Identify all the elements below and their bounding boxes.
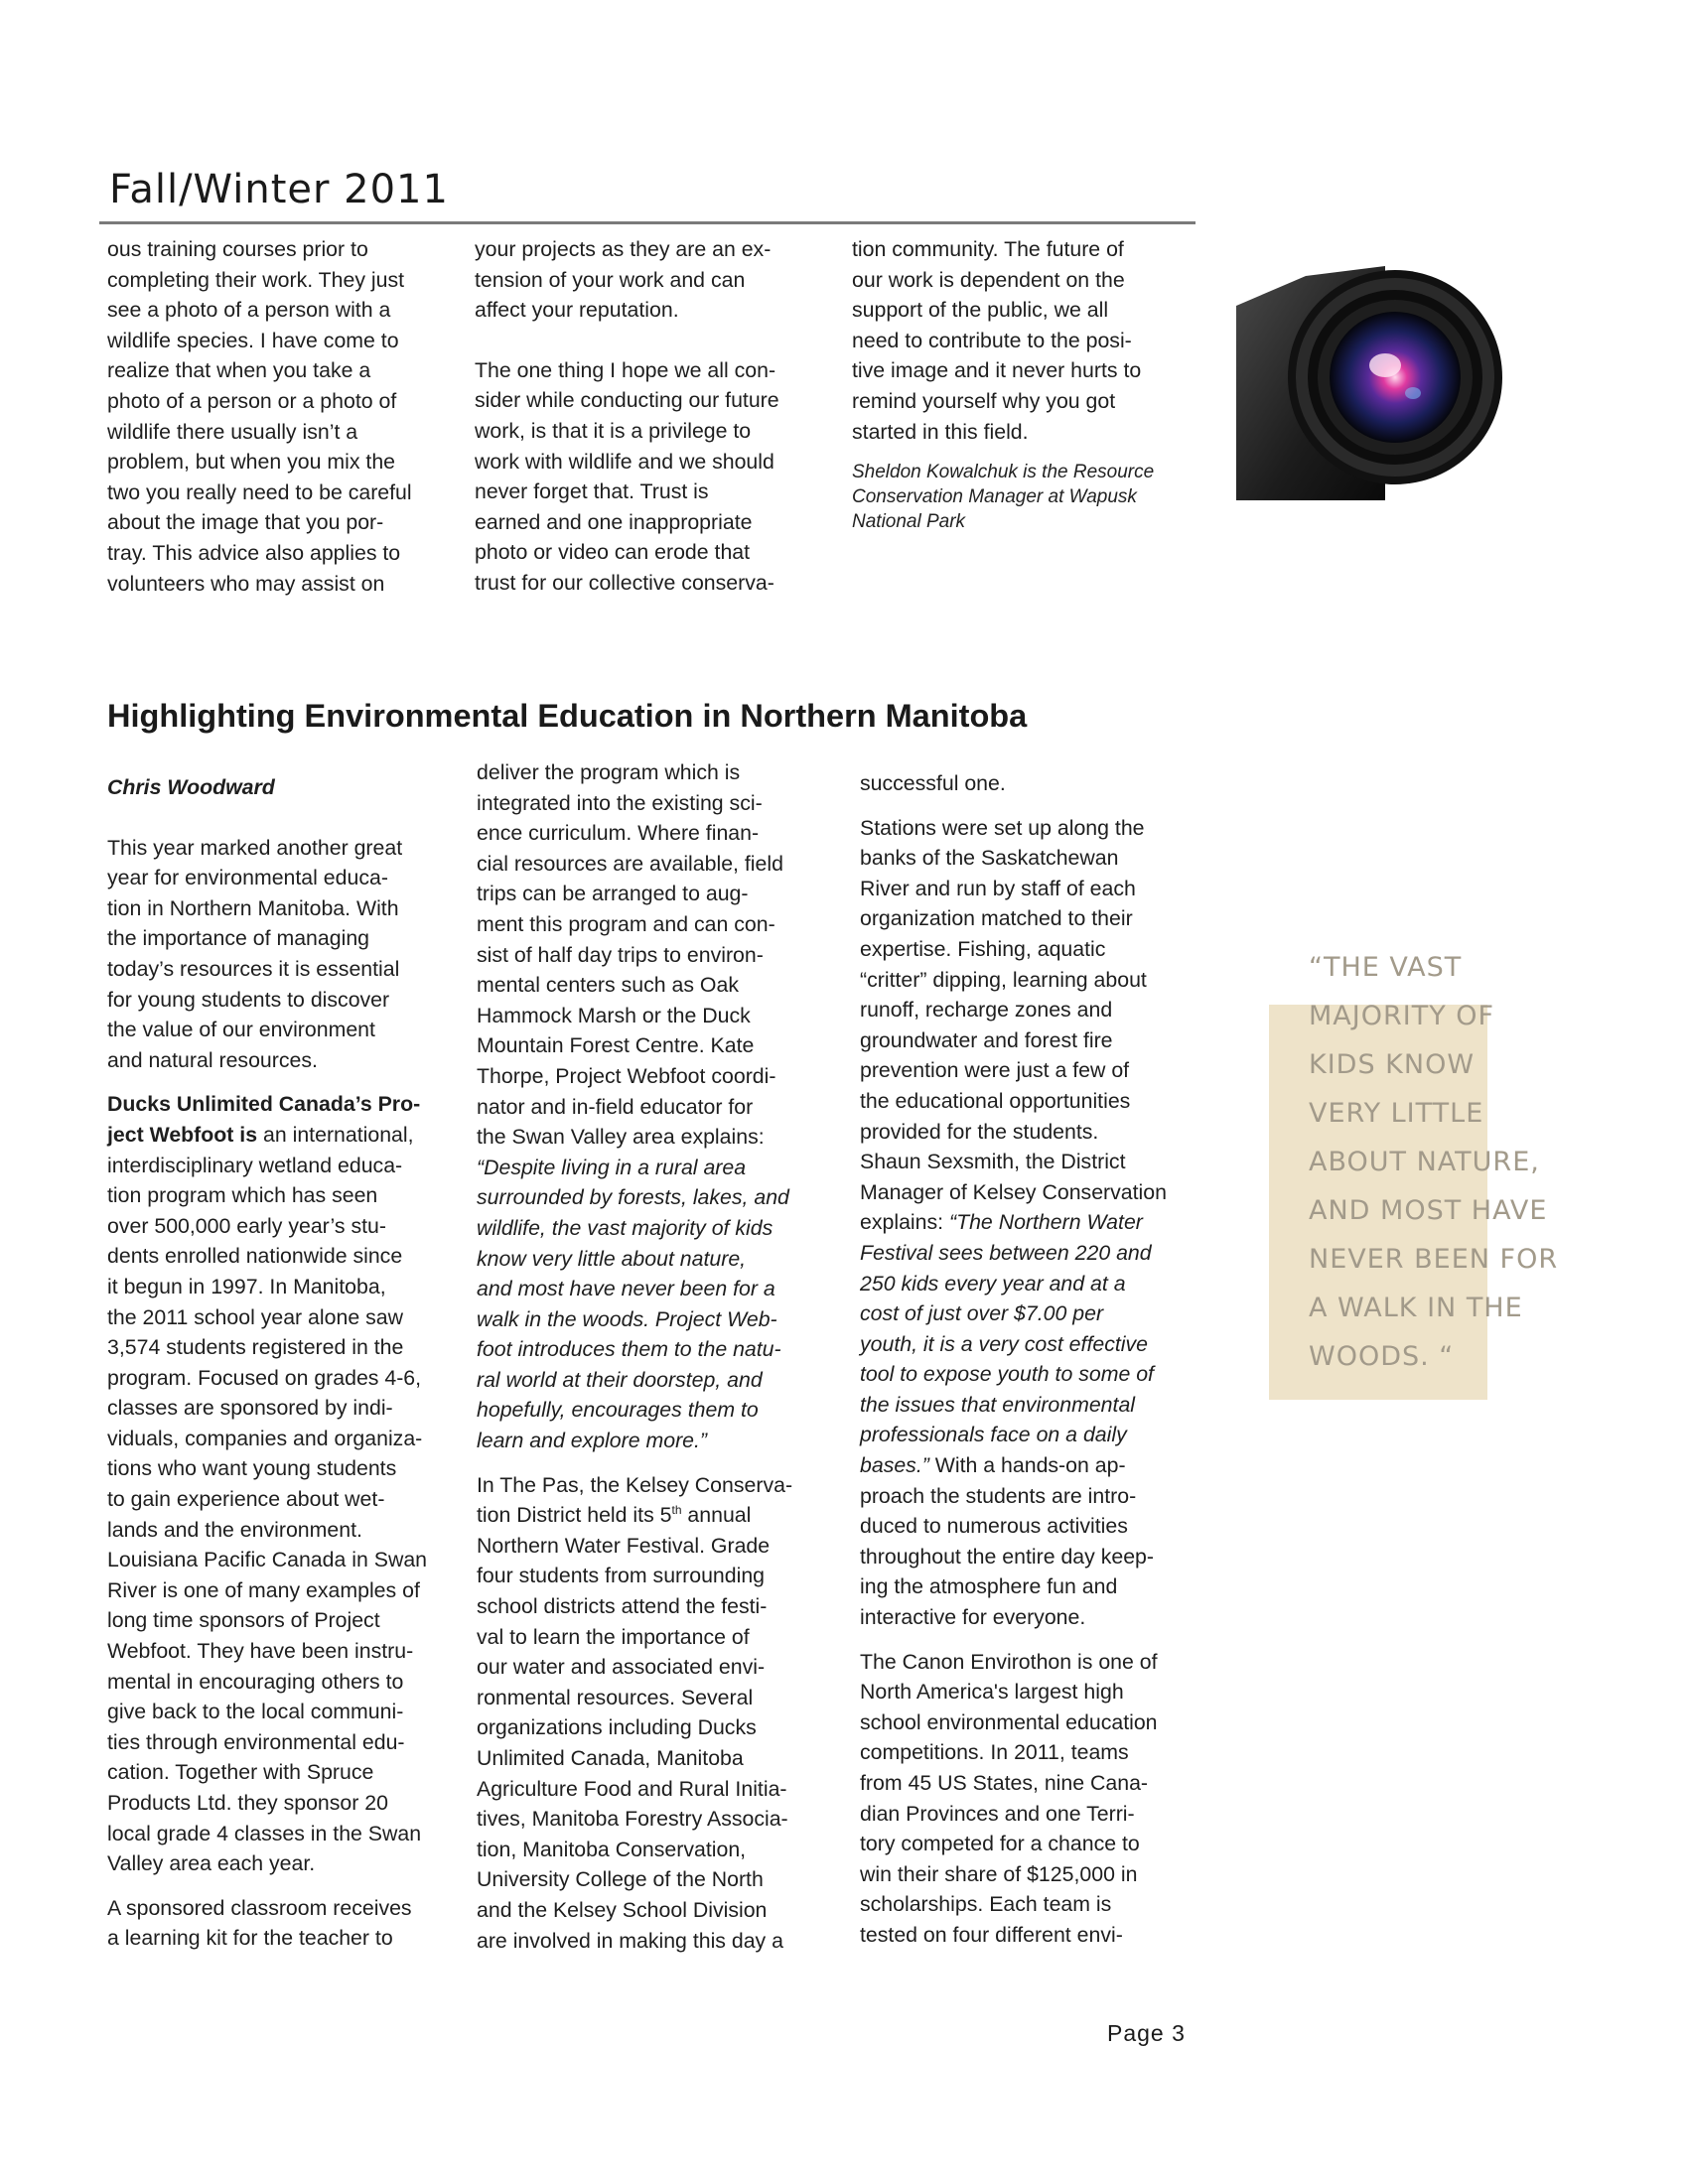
text-line: tion community. The future of bbox=[852, 237, 1124, 261]
text-line: provided for the students. bbox=[860, 1119, 1099, 1144]
text-line: nator and in-field educator for bbox=[477, 1094, 754, 1119]
text-line: Stations were set up along the bbox=[860, 815, 1145, 840]
text-line: volunteers who may assist on bbox=[107, 571, 385, 596]
text-line: win their share of $125,000 in bbox=[860, 1861, 1138, 1886]
text-line: tested on four different envi- bbox=[860, 1922, 1123, 1947]
pull-quote-line: NEVER BEEN FOR bbox=[1309, 1244, 1559, 1275]
issue-title: Fall/Winter 2011 bbox=[109, 167, 449, 212]
text-line: interactive for everyone. bbox=[860, 1605, 1086, 1630]
text-line: the value of our environment bbox=[107, 1018, 375, 1042]
caption-line: National Park bbox=[852, 511, 966, 532]
text-line: “critter” dipping, learning about bbox=[860, 967, 1147, 992]
quote-line: the issues that environmental bbox=[860, 1392, 1136, 1417]
text-line: scholarships. Each team is bbox=[860, 1892, 1112, 1917]
text-line: dents enrolled nationwide since bbox=[107, 1244, 403, 1269]
text-line: give back to the local communi- bbox=[107, 1700, 404, 1724]
quote-span: bases.” bbox=[860, 1453, 929, 1478]
text-line: val to learn the importance of bbox=[477, 1624, 750, 1649]
text-line: integrated into the existing sci- bbox=[477, 790, 763, 815]
quote-line: youth, it is a very cost effective bbox=[860, 1331, 1148, 1356]
top-column-2 bbox=[475, 234, 812, 599]
pull-quote-line: “THE VAST bbox=[1309, 952, 1463, 983]
text-line: North America's largest high bbox=[860, 1680, 1124, 1705]
quote-line: professionals face on a daily bbox=[860, 1423, 1127, 1447]
text-line: problem, but when you mix the bbox=[107, 450, 396, 475]
text-line: local grade 4 classes in the Swan bbox=[107, 1821, 422, 1845]
text-line: cation. Together with Spruce bbox=[107, 1760, 374, 1785]
text-line: tion program which has seen bbox=[107, 1183, 378, 1208]
header-rule bbox=[99, 221, 1196, 224]
text-line: program. Focused on grades 4-6, bbox=[107, 1365, 422, 1390]
text-line: our work is dependent on the bbox=[852, 267, 1125, 292]
text-line: remind yourself why you got bbox=[852, 388, 1116, 413]
article-headline: Highlighting Environmental Education in Northern Manitoba bbox=[107, 698, 1028, 734]
page-number: Page 3 bbox=[1107, 2020, 1186, 2046]
text-line: ronmental resources. Several bbox=[477, 1685, 754, 1709]
pull-quote-line: VERY LITTLE bbox=[1309, 1098, 1484, 1129]
text-line: proach the students are intro- bbox=[860, 1483, 1137, 1508]
author-caption bbox=[852, 460, 1154, 534]
text-line: sider while conducting our future bbox=[475, 388, 779, 413]
pull-quote-line: WOODS. “ bbox=[1309, 1341, 1455, 1372]
text-line: work, is that it is a privilege to bbox=[475, 418, 752, 443]
text-line: ing the atmosphere fun and bbox=[860, 1574, 1118, 1599]
text-line: The one thing I hope we all con- bbox=[475, 357, 776, 382]
pull-quote-line: AND MOST HAVE bbox=[1309, 1195, 1548, 1226]
quote-line: surrounded by forests, lakes, and bbox=[477, 1185, 789, 1210]
text-line: over 500,000 early year’s stu- bbox=[107, 1213, 386, 1238]
text-line: Ducks Unlimited Canada’s Pro- bbox=[107, 1092, 421, 1117]
text-line bbox=[107, 1120, 450, 1151]
text-line: tives, Manitoba Forestry Associa- bbox=[477, 1807, 788, 1832]
text-line: The Canon Envirothon is one of bbox=[860, 1649, 1158, 1674]
text-line: A sponsored classroom receives bbox=[107, 1895, 412, 1920]
text-line: lands and the environment. bbox=[107, 1517, 362, 1542]
text-line: competitions. In 2011, teams bbox=[860, 1740, 1129, 1765]
text-line: cial resources are available, field bbox=[477, 851, 783, 876]
text-line: 3,574 students registered in the bbox=[107, 1335, 404, 1360]
pull-quote-line: A WALK IN THE bbox=[1309, 1293, 1523, 1323]
quote-line: 250 kids every year and at a bbox=[860, 1271, 1126, 1296]
quote-line: cost of just over $7.00 per bbox=[860, 1301, 1104, 1326]
text-line: Thorpe, Project Webfoot coordi- bbox=[477, 1063, 776, 1088]
text-line: affect your reputation. bbox=[475, 298, 679, 323]
text-span: an international, bbox=[257, 1122, 414, 1147]
text-line: the Swan Valley area explains: bbox=[477, 1125, 765, 1150]
text-line: for young students to discover bbox=[107, 987, 390, 1012]
text-line: the educational opportunities bbox=[860, 1088, 1131, 1113]
text-line: and natural resources. bbox=[107, 1047, 318, 1072]
text-line: are involved in making this day a bbox=[477, 1928, 783, 1953]
text-line: sist of half day trips to environ- bbox=[477, 942, 764, 967]
quote-line: foot introduces them to the natu- bbox=[477, 1337, 781, 1362]
text-line: trust for our collective conserva- bbox=[475, 570, 774, 595]
text-line: River is one of many examples of bbox=[107, 1577, 420, 1602]
text-line: long time sponsors of Project bbox=[107, 1608, 380, 1633]
text-line: tive image and it never hurts to bbox=[852, 358, 1142, 383]
text-line: Valley area each year. bbox=[107, 1851, 316, 1876]
text-span: tion District held its 5 bbox=[477, 1503, 672, 1528]
text-line: earned and one inappropriate bbox=[475, 509, 753, 534]
text-line: ence curriculum. Where finan- bbox=[477, 821, 760, 846]
text-line: wildlife there usually isn’t a bbox=[107, 419, 358, 444]
top-column-3 bbox=[852, 234, 1190, 447]
text-line: year for environmental educa- bbox=[107, 866, 388, 890]
text-line: Manager of Kelsey Conservation bbox=[860, 1179, 1167, 1204]
text-line bbox=[860, 1450, 1207, 1481]
quote-line: hopefully, encourages them to bbox=[477, 1398, 759, 1423]
text-line: the importance of managing bbox=[107, 926, 370, 951]
text-line: deliver the program which is bbox=[477, 760, 741, 784]
text-line: school environmental education bbox=[860, 1709, 1158, 1734]
pull-quote-line: MAJORITY OF bbox=[1309, 1001, 1495, 1031]
quote-line: know very little about nature, bbox=[477, 1246, 747, 1271]
caption-line: Conservation Manager at Wapusk bbox=[852, 486, 1137, 507]
text-line: see a photo of a person with a bbox=[107, 298, 391, 323]
text-span: annual bbox=[681, 1503, 752, 1528]
text-line: mental centers such as Oak bbox=[477, 973, 739, 998]
camera-lens-photo bbox=[1236, 266, 1502, 500]
text-line: from 45 US States, nine Cana- bbox=[860, 1771, 1149, 1795]
text-line: dian Provinces and one Terri- bbox=[860, 1801, 1135, 1826]
quote-span: “The Northern Water bbox=[948, 1210, 1143, 1235]
pull-quote-line: ABOUT NATURE, bbox=[1309, 1147, 1540, 1177]
quote-line: wildlife, the vast majority of kids bbox=[477, 1215, 774, 1240]
article-column-1 bbox=[107, 772, 450, 1954]
text-line: four students from surrounding bbox=[477, 1564, 766, 1588]
bold-text: ject Webfoot is bbox=[107, 1122, 258, 1147]
text-line: tion, Manitoba Conservation, bbox=[477, 1837, 747, 1861]
text-line: Shaun Sexsmith, the District bbox=[860, 1150, 1126, 1174]
text-line: your projects as they are an ex- bbox=[475, 237, 772, 261]
text-line: trips can be arranged to aug- bbox=[477, 882, 749, 906]
caption-line: Sheldon Kowalchuk is the Resource bbox=[852, 462, 1155, 482]
text-line: River and run by staff of each bbox=[860, 876, 1136, 900]
quote-line: ral world at their doorstep, and bbox=[477, 1367, 763, 1392]
text-line: groundwater and forest fire bbox=[860, 1027, 1113, 1052]
quote-line: learn and explore more.” bbox=[477, 1429, 708, 1453]
text-line: photo or video can erode that bbox=[475, 540, 751, 565]
text-line: our water and associated envi- bbox=[477, 1655, 766, 1680]
text-line: two you really need to be careful bbox=[107, 479, 412, 504]
text-line: Unlimited Canada, Manitoba bbox=[477, 1746, 744, 1770]
quote-line: walk in the woods. Project Web- bbox=[477, 1306, 777, 1331]
text-line: successful one. bbox=[860, 771, 1006, 795]
text-line: mental in encouraging others to bbox=[107, 1669, 404, 1694]
text-line: Agriculture Food and Rural Initia- bbox=[477, 1776, 787, 1801]
text-span: explains: bbox=[860, 1210, 949, 1235]
text-line: tions who want young students bbox=[107, 1456, 397, 1481]
text-line: about the image that you por- bbox=[107, 510, 384, 535]
article-column-2 bbox=[477, 757, 824, 1956]
text-line: Webfoot. They have been instru- bbox=[107, 1639, 414, 1664]
text-line: organization matched to their bbox=[860, 906, 1133, 931]
text-line: duced to numerous activities bbox=[860, 1514, 1128, 1539]
text-line: expertise. Fishing, aquatic bbox=[860, 936, 1106, 961]
text-line: started in this field. bbox=[852, 419, 1029, 444]
text-line: Mountain Forest Centre. Kate bbox=[477, 1033, 755, 1058]
text-line: classes are sponsored by indi- bbox=[107, 1396, 393, 1421]
quote-line: “Despite living in a rural area bbox=[477, 1155, 747, 1179]
text-line: tory competed for a chance to bbox=[860, 1832, 1140, 1856]
text-line: photo of a person or a photo of bbox=[107, 388, 397, 413]
text-line: need to contribute to the posi- bbox=[852, 328, 1132, 352]
pull-quote bbox=[1309, 943, 1558, 1381]
author-byline: Chris Woodward bbox=[107, 775, 275, 799]
text-line: throughout the entire day keep- bbox=[860, 1544, 1154, 1569]
text-line: today’s resources it is essential bbox=[107, 956, 400, 981]
text-line: ties through environmental edu- bbox=[107, 1729, 405, 1754]
text-line: runoff, recharge zones and bbox=[860, 998, 1113, 1023]
quote-line: and most have never been for a bbox=[477, 1277, 775, 1301]
text-line: never forget that. Trust is bbox=[475, 479, 709, 504]
text-line: interdisciplinary wetland educa- bbox=[107, 1153, 403, 1177]
text-line: realize that when you take a bbox=[107, 358, 371, 383]
text-line: Products Ltd. they sponsor 20 bbox=[107, 1791, 388, 1815]
text-line bbox=[860, 1207, 1207, 1238]
text-line: support of the public, we all bbox=[852, 298, 1109, 323]
text-line: to gain experience about wet- bbox=[107, 1487, 385, 1512]
text-line bbox=[477, 1500, 824, 1531]
quote-line: tool to expose youth to some of bbox=[860, 1362, 1154, 1387]
text-line: completing their work. They just bbox=[107, 267, 405, 292]
text-line: University College of the North bbox=[477, 1867, 764, 1892]
text-line: it begun in 1997. In Manitoba, bbox=[107, 1274, 386, 1298]
article-column-3 bbox=[860, 768, 1207, 1951]
text-line: ment this program and can con- bbox=[477, 911, 775, 936]
text-line: school districts attend the festi- bbox=[477, 1594, 768, 1619]
text-line: banks of the Saskatchewan bbox=[860, 846, 1119, 871]
text-line: This year marked another great bbox=[107, 835, 403, 860]
text-line: Northern Water Festival. Grade bbox=[477, 1533, 771, 1558]
text-line: tension of your work and can bbox=[475, 267, 746, 292]
text-line: and the Kelsey School Division bbox=[477, 1897, 768, 1922]
text-line: prevention were just a few of bbox=[860, 1058, 1130, 1083]
text-line: viduals, companies and organiza- bbox=[107, 1426, 423, 1450]
text-line: tion in Northern Manitoba. With bbox=[107, 895, 399, 920]
text-line: wildlife species. I have come to bbox=[107, 328, 399, 352]
text-line: work with wildlife and we should bbox=[475, 449, 774, 474]
text-line: In The Pas, the Kelsey Conserva- bbox=[477, 1472, 793, 1497]
text-line: a learning kit for the teacher to bbox=[107, 1926, 393, 1951]
text-line: organizations including Ducks bbox=[477, 1715, 757, 1740]
text-line: Hammock Marsh or the Duck bbox=[477, 1003, 751, 1027]
pull-quote-line: KIDS KNOW bbox=[1309, 1049, 1476, 1080]
text-line: tray. This advice also applies to bbox=[107, 540, 401, 565]
quote-line: Festival sees between 220 and bbox=[860, 1240, 1152, 1265]
text-span: With a hands-on ap- bbox=[928, 1453, 1126, 1478]
top-column-1 bbox=[107, 234, 445, 599]
text-line: ous training courses prior to bbox=[107, 237, 368, 261]
text-line: the 2011 school year alone saw bbox=[107, 1304, 403, 1329]
text-line: Louisiana Pacific Canada in Swan bbox=[107, 1548, 428, 1572]
superscript: th bbox=[671, 1503, 682, 1518]
